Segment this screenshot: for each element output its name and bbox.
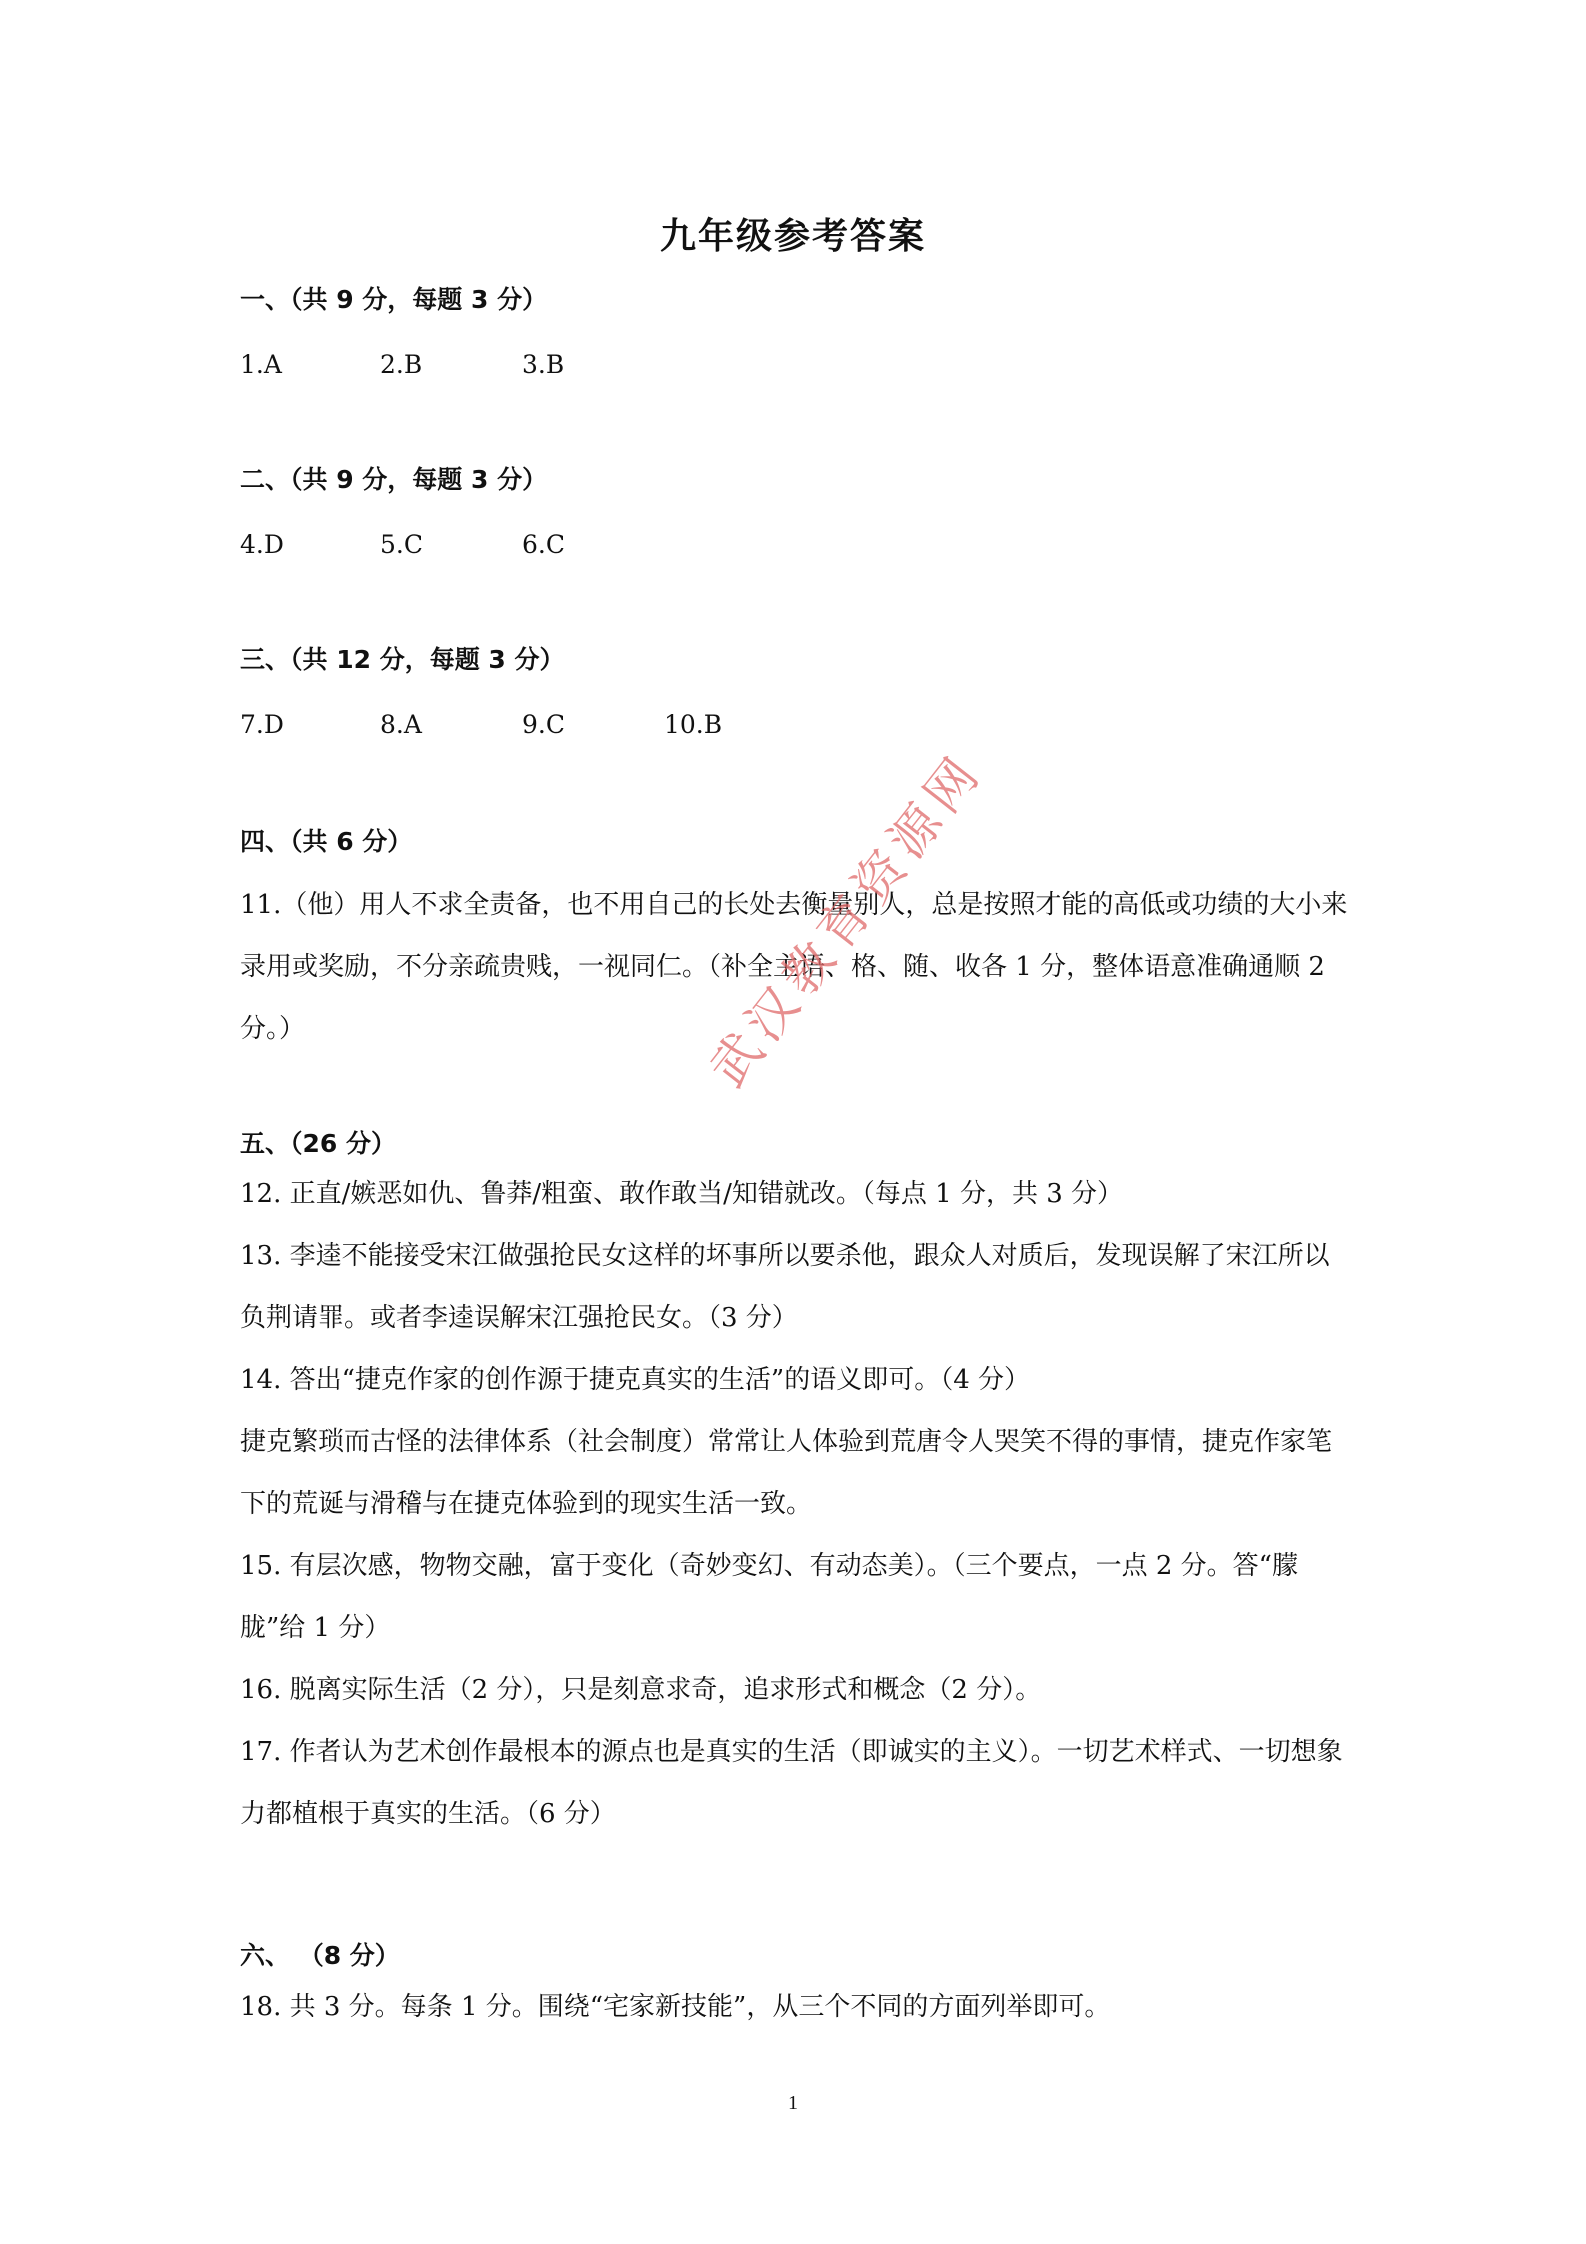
section-6-answers — [240, 1976, 1355, 2038]
section-6-heading: 六、 （8 分） — [240, 1941, 400, 1970]
watermark: 武汉教育资源网 — [698, 741, 995, 1098]
section-2-heading: 二、（共 9 分，每题 3 分） — [240, 465, 548, 494]
section-4-heading: 四、（共 6 分） — [240, 827, 413, 856]
answer-9: 9.C — [522, 710, 565, 739]
question-14-detail: 捷克繁琐而古怪的法律体系（社会制度）常常让人体验到荒唐令人哭笑不得的事情，捷克作家笔下的荒诞与滑稽与在捷克体验到的现实生活一致。 — [240, 1427, 1333, 1519]
question-16: 16. 脱离实际生活（2 分），只是刻意求奇，追求形式和概念（2 分）。 — [240, 1675, 1042, 1705]
section-3-heading: 三、（共 12 分，每题 3 分） — [240, 645, 565, 674]
answer-4: 4.D — [240, 530, 284, 559]
answer-7: 7.D — [240, 710, 284, 739]
page-title: 九年级参考答案 — [659, 216, 926, 257]
question-14: 14. 答出“捷克作家的创作源于捷克真实的生活”的语义即可。（4 分） — [240, 1365, 1031, 1395]
section-5-heading: 五、（26 分） — [240, 1129, 396, 1158]
question-18: 18. 共 3 分。每条 1 分。围绕“宅家新技能”，从三个不同的方面列举即可。 — [240, 1992, 1111, 2022]
answer-6: 6.C — [522, 530, 565, 559]
answer-8: 8.A — [380, 710, 422, 739]
section-1-heading: 一、（共 9 分，每题 3 分） — [240, 285, 548, 314]
section-5-answers — [240, 1163, 1355, 1845]
question-17: 17. 作者认为艺术创作最根本的源点也是真实的生活（即诚实的主义）。一切艺术样式、一切想象力都植根于真实的生活。（6 分） — [240, 1737, 1343, 1829]
answer-3: 3.B — [522, 350, 565, 379]
question-15: 15. 有层次感，物物交融，富于变化（奇妙变幻、有动态美）。（三个要点，一点 2 分。答“朦胧”给 1 分） — [240, 1551, 1298, 1643]
question-11-text: 11.（他）用人不求全责备，也不用自己的长处去衡量别人，总是按照才能的高低或功绩的大小来录用或奖励，不分亲疏贵贱，一视同仁。（补全主语、格、随、收各 1 分，整体语意准确通顺 2 分。） — [240, 890, 1348, 1044]
answer-2: 2.B — [380, 350, 423, 379]
question-13: 13. 李逵不能接受宋江做强抢民女这样的坏事所以要杀他，跟众人对质后，发现误解了宋江所以负荆请罪。或者李逵误解宋江强抢民女。（3 分） — [240, 1241, 1330, 1333]
answer-10: 10.B — [664, 710, 723, 739]
answer-1: 1.A — [240, 350, 282, 379]
page-number: 1 — [788, 2092, 798, 2114]
answer-5: 5.C — [380, 530, 423, 559]
question-12: 12. 正直/嫉恶如仇、鲁莽/粗蛮、敢作敢当/知错就改。（每点 1 分，共 3 分） — [240, 1179, 1124, 1209]
